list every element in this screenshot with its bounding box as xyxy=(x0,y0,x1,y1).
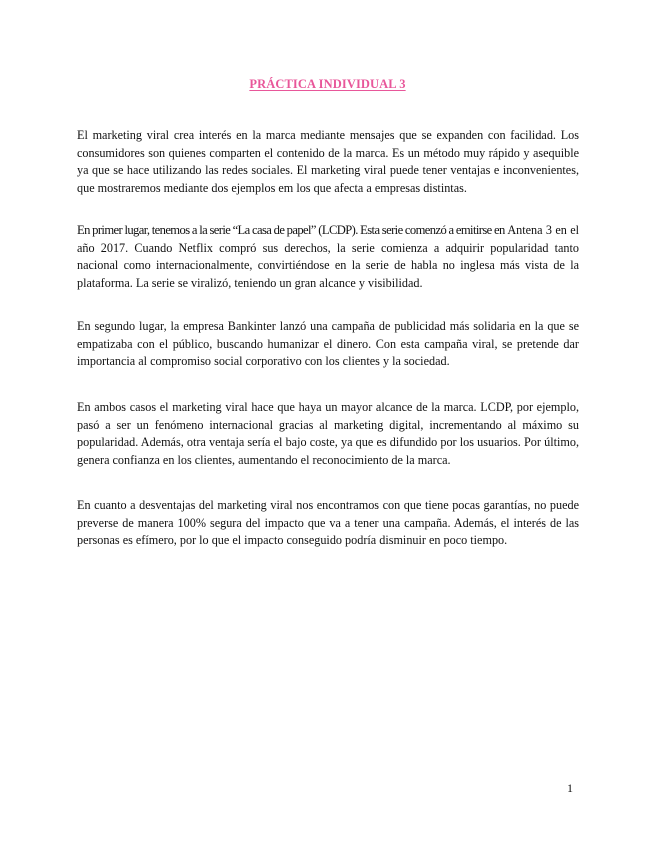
paragraph-lcdp-rest: Antena 3 en el año 2017. Cuando Netflix compró sus derechos, la serie comienza a adquirir popularidad tanto nacional como internacionalmente, convirtiéndose en la serie de habla no inglesa más vista de la plataforma. La serie se viralizó, teniendo un gran alcance y visibilidad. xyxy=(77,223,579,290)
paragraph-introduction: El marketing viral crea interés en la marca mediante mensajes que se expanden con facilidad. Los consumidores son quienes comparten el contenido de la marca. Es un método muy rápido y asequible ya que se hace utilizando las redes sociales. El marketing viral puede tener ventajas e inconvenientes, que mostraremos mediante dos ejemplos em los que afecta a empresas distintas. xyxy=(77,128,579,195)
page-title: PRÁCTICA INDIVIDUAL 3 xyxy=(249,77,406,91)
paragraph-lcdp-first-line: En primer lugar, tenemos a la serie “La casa de papel” (LCDP). Esta serie comenzó a emitirse en xyxy=(77,223,505,237)
paragraph-bankinter-example: En segundo lugar, la empresa Bankinter lanzó una campaña de publicidad más solidaria en la que se empatizaba con el público, buscando humanizar el dinero. Con esta campaña viral, se pretende dar importancia al compromiso social corporativo con los clientes y la sociedad. xyxy=(77,319,579,368)
paragraph-disadvantages: En cuanto a desventajas del marketing viral nos encontramos con que tiene pocas garantías, no puede preverse de manera 100% segura del impacto que va a tener una campaña. Además, el interés de las personas es efímero, por lo que el impacto conseguido podría disminuir en poco tiempo. xyxy=(77,498,579,547)
page-number: 1 xyxy=(567,781,573,795)
paragraph-advantages: En ambos casos el marketing viral hace que haya un mayor alcance de la marca. LCDP, por ejemplo, pasó a ser un fenómeno internacional gracias al marketing digital, incrementando al máximo su popularidad. Además, otra ventaja sería el bajo coste, ya que es difundido por los usuarios. Por último, genera confianza en los clientes, aumentando el reconocimiento de la marca. xyxy=(77,400,579,467)
paragraph-lcdp-example xyxy=(77,222,579,292)
